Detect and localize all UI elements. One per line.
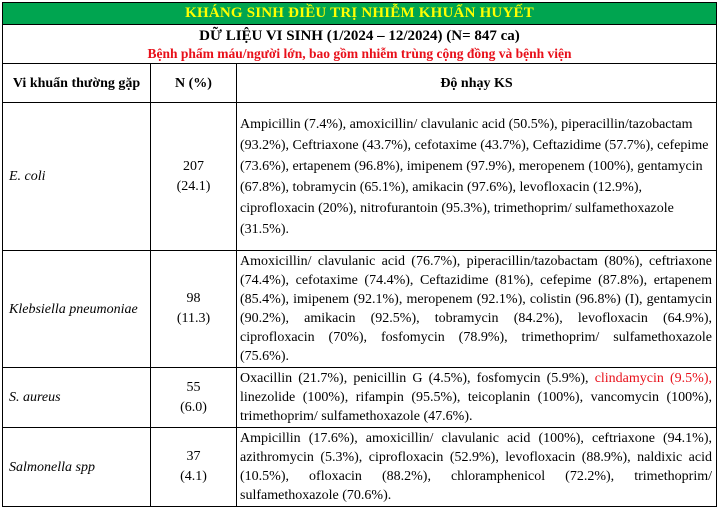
table-subtitle: DỮ LIỆU VI SINH (1/2024 – 12/2024) (N= 847 ca) [199, 27, 520, 44]
table-row [3, 103, 717, 251]
bacteria-name: S. aureus [3, 368, 151, 428]
count-value: 55 [186, 379, 201, 395]
sensitivity-cell: Amoxicillin/ clavulanic acid (76.7%), piperacillin/tazobactam (80%), ceftriaxone (74.4%), cefotaxime (74.4%), Ceftazidime (81%), cefepime (87.8%), ertapenem (85.4%), imipenem (92.1%), meropenem (92.1%), colistin (96.8%) (I), gentamycin (90.2%), amikacin (92.5%), tobramycin (84.2%), levofloxacin (64.9%), ciprofloxacin (70%), fosfomycin (78.9%), trimethoprim/ sulfamethoxazole (75.6%). [237, 251, 717, 368]
count-percent: (4.1) [180, 469, 207, 484]
sensitivity-cell: Ampicillin (17.6%), amoxicillin/ clavulanic acid (100%), ceftriaxone (94.1%), azithromycin (5.3%), ciprofloxacin (52.9%), levofloxacin (88.9%), naldixic acid (10.5%), ofloxacin (88.2%), chloramphenicol (72.2%), trimethoprim/ sulfamethoxazole (70.6%). [237, 428, 717, 507]
count-value: 37 [186, 449, 201, 464]
count-cell [151, 251, 237, 368]
header-sensitivity: Độ nhạy KS [237, 64, 717, 103]
count-cell [151, 368, 237, 428]
count-value: 207 [183, 158, 204, 174]
table-title: KHÁNG SINH ĐIỀU TRỊ NHIỄM KHUẨN HUYẾT [3, 3, 717, 25]
title-row [3, 3, 717, 25]
sensitivity-cell [237, 368, 717, 428]
count-cell [151, 103, 237, 251]
antibiotic-table-container [2, 2, 717, 507]
subtitle-cell [3, 25, 717, 64]
antibiotic-sensitivity-table [2, 2, 717, 507]
count-value: 98 [186, 291, 201, 306]
header-n: N (%) [151, 64, 237, 103]
sensitivity-text-pre: Oxacillin (21.7%), penicillin G (4.5%), fosfomycin (5.9%), [240, 371, 595, 386]
table-row [3, 251, 717, 368]
header-row [3, 64, 717, 103]
count-percent: (24.1) [176, 178, 211, 194]
subtitle-row [3, 25, 717, 64]
table-row [3, 368, 717, 428]
bacteria-name: E. coli [3, 103, 151, 251]
count-percent: (11.3) [176, 311, 211, 326]
table-row [3, 428, 717, 507]
sensitivity-text-post: linezolide (100%), rifampin (95.5%), teicoplanin (100%), vancomycin (100%), trimethoprim/ sulfamethoxazole (47.6%). [240, 390, 712, 424]
sensitivity-cell: Ampicillin (7.4%), amoxicillin/ clavulanic acid (50.5%), piperacillin/tazobactam (93.2%), Ceftriaxone (43.7%), cefotaxime (43.7%), Ceftazidime (57.7%), cefepime (73.6%), ertapenem (96.8%), imipenem (97.9%), meropenem (100%), gentamycin (67.8%), tobramycin (65.1%), amikacin (97.6%), levofloxacin (12.9%), ciprofloxacin (20%), nitrofurantoin (95.3%), trimethoprim/ sulfamethoxazole (31.5%). [237, 103, 717, 251]
table-subtitle-note: Bệnh phẩm máu/người lớn, bao gồm nhiễm trùng cộng đồng và bệnh viện [147, 45, 572, 61]
sensitivity-text-highlight: clindamycin (9.5%), [594, 371, 712, 386]
bacteria-name: Klebsiella pneumoniae [3, 251, 151, 368]
count-cell [151, 428, 237, 507]
bacteria-name: Salmonella spp [3, 428, 151, 507]
header-bacteria: Vi khuẩn thường gặp [3, 64, 151, 103]
count-percent: (6.0) [180, 399, 207, 415]
